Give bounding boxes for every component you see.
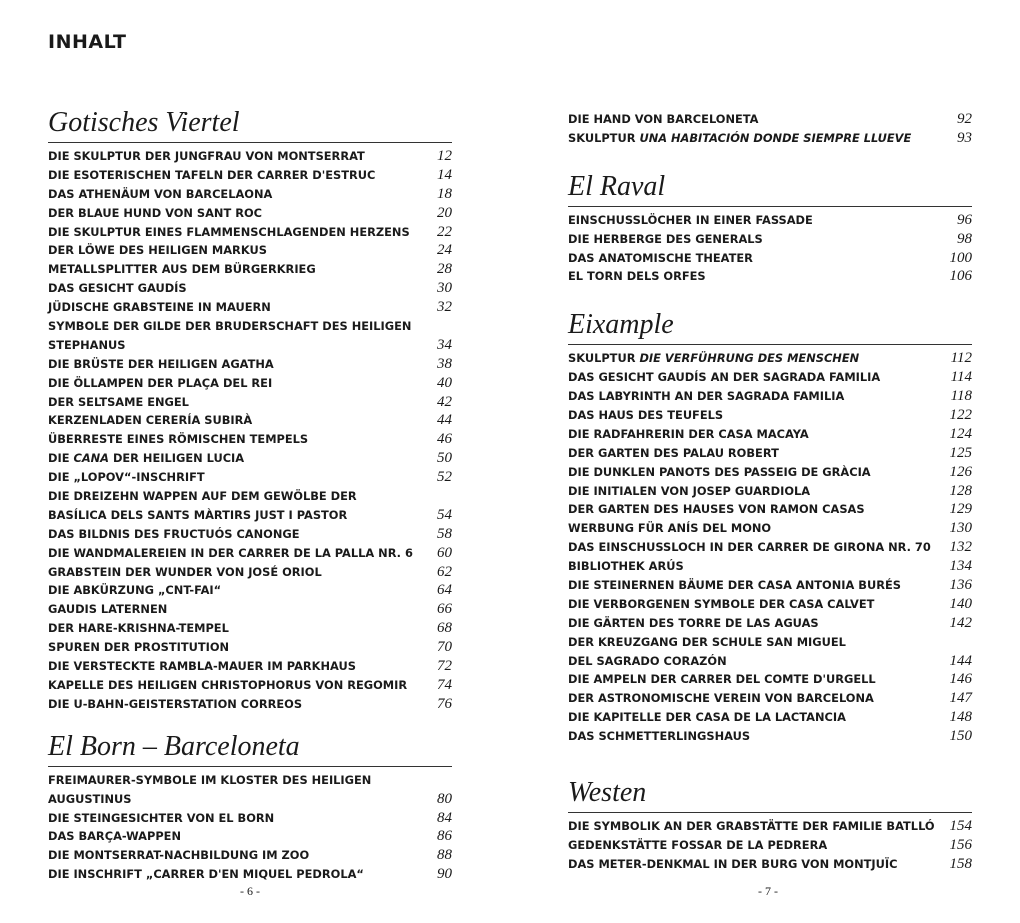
entry-title: STEPHANUS	[48, 337, 126, 352]
entry-page-number: 118	[950, 388, 972, 405]
entry-page-number: 124	[949, 425, 972, 442]
toc-entry	[48, 241, 452, 260]
toc-entry	[568, 519, 972, 538]
entry-title: SKULPTUR DIE VERFÜHRUNG DES MENSCHEN	[568, 351, 860, 366]
entry-page-number: 144	[949, 652, 972, 669]
toc-entry	[48, 279, 452, 298]
entry-page-number: 60	[437, 544, 452, 561]
toc-entry	[568, 652, 972, 671]
entry-title: DIE INSCHRIFT „CARRER D'EN MIQUEL PEDROLA“	[48, 867, 364, 882]
toc-entry	[48, 355, 452, 374]
entry-title: DAS EINSCHUSSLOCH IN DER CARRER DE GIRONA NR. 70	[568, 540, 931, 555]
toc-entry	[568, 249, 972, 268]
entry-page-number: 84	[437, 809, 452, 826]
entry-title: DAS GESICHT GAUDÍS AN DER SAGRADA FAMILIA	[568, 370, 881, 385]
toc-entry	[48, 846, 452, 865]
entry-title: DIE ESOTERISCHEN TAFELN DER CARRER D'ESTRUC	[48, 167, 376, 182]
toc-entry	[48, 676, 452, 695]
toc-entry	[568, 500, 972, 519]
entry-title: GEDENKSTÄTTE FOSSAR DE LA PEDRERA	[568, 837, 828, 852]
toc-entry	[568, 368, 972, 387]
entry-page-number: 130	[949, 520, 972, 537]
toc-entry	[48, 865, 452, 884]
entry-page-number: 74	[437, 676, 452, 693]
toc-section	[48, 106, 452, 714]
toc-entry	[48, 223, 452, 242]
toc-entry	[568, 463, 972, 482]
entry-page-number: 86	[437, 828, 452, 845]
entry-page-number: 12	[437, 148, 452, 164]
entry-page-number: 106	[949, 268, 972, 285]
toc-entry	[48, 600, 452, 619]
entry-title: DEL SAGRADO CORAZÓN	[568, 653, 727, 668]
toc-entry	[568, 633, 972, 652]
entry-title: DIE SYMBOLIK AN DER GRABSTÄTTE DER FAMILIE BATLLÓ	[568, 819, 935, 834]
entry-title: DER KREUZGANG DER SCHULE SAN MIGUEL	[568, 634, 846, 649]
entry-title: JÜDISCHE GRABSTEINE IN MAUERN	[48, 300, 271, 315]
entry-title: GAUDIS LATERNEN	[48, 602, 168, 617]
toc-entry	[48, 657, 452, 676]
entry-title: SPUREN DER PROSTITUTION	[48, 640, 230, 655]
entry-title: DAS ANATOMISCHE THEATER	[568, 250, 753, 265]
entry-title: GRABSTEIN DER WUNDER VON JOSÉ ORIOL	[48, 564, 322, 579]
toc-entry	[568, 836, 972, 855]
entry-page-number: 28	[437, 261, 452, 278]
toc-section	[568, 308, 972, 746]
entry-title: DIE SKULPTUR EINES FLAMMENSCHLAGENDEN HERZENS	[48, 224, 410, 239]
toc-entry	[568, 406, 972, 425]
entry-title: EINSCHUSSLÖCHER IN EINER FASSADE	[568, 212, 813, 227]
entry-title: DIE AMPELN DER CARRER DEL COMTE D'URGELL	[568, 672, 876, 687]
toc-entry	[48, 581, 452, 600]
entry-page-number: 20	[437, 204, 452, 221]
toc-entry	[48, 260, 452, 279]
toc-entry	[48, 468, 452, 487]
entry-page-number: 18	[437, 185, 452, 202]
toc-entry	[48, 544, 452, 563]
entry-title: ÜBERRESTE EINES RÖMISCHEN TEMPELS	[48, 432, 309, 447]
entry-page-number: 112	[950, 350, 972, 367]
entry-title: DAS BARÇA-WAPPEN	[48, 829, 181, 844]
entry-page-number: 14	[437, 166, 452, 183]
entry-title: DIE WANDMALEREIEN IN DER CARRER DE LA PALLA NR. 6	[48, 545, 413, 560]
toc-left-column	[48, 106, 452, 884]
entry-page-number: 42	[437, 393, 452, 410]
toc-entry	[48, 147, 452, 166]
entry-title: EL TORN DELS ORFES	[568, 269, 706, 284]
entry-title: METALLSPLITTER AUS DEM BÜRGERKRIEG	[48, 262, 316, 277]
toc-entry	[48, 317, 452, 336]
entry-page-number: 129	[949, 501, 972, 518]
entry-page-number: 92	[957, 111, 972, 127]
entry-page-number: 72	[437, 658, 452, 675]
entry-page-number: 136	[949, 577, 972, 594]
entry-page-number: 148	[949, 709, 972, 726]
entry-page-number: 90	[437, 866, 452, 883]
entry-title: KERZENLADEN CERERÍA SUBIRÀ	[48, 413, 253, 428]
entry-page-number: 122	[949, 407, 972, 424]
toc-section	[568, 776, 972, 874]
toc-section	[568, 170, 972, 287]
toc-entry	[48, 487, 452, 506]
entry-page-number: 40	[437, 374, 452, 391]
entry-title: BIBLIOTHEK ARÚS	[568, 559, 684, 574]
toc-entry	[568, 727, 972, 746]
entry-page-number: 30	[437, 280, 452, 297]
toc-entry	[48, 204, 452, 223]
entry-page-number: 32	[437, 299, 452, 316]
toc-entry	[568, 110, 972, 129]
entry-page-number: 93	[957, 129, 972, 146]
entry-title: DIE GÄRTEN DES TORRE DE LAS AGUAS	[568, 615, 819, 630]
toc-entry	[48, 411, 452, 430]
entry-page-number: 46	[437, 431, 452, 448]
toc-entry	[568, 538, 972, 557]
toc-entry	[48, 809, 452, 828]
entry-title: DIE RADFAHRERIN DER CASA MACAYA	[568, 426, 809, 441]
entry-title: DAS HAUS DES TEUFELS	[568, 408, 724, 423]
entry-title: DER SELTSAME ENGEL	[48, 394, 189, 409]
entry-page-number: 44	[437, 412, 452, 429]
entry-page-number: 64	[437, 582, 452, 599]
entry-page-number: 80	[437, 790, 452, 807]
entry-title: DER ASTRONOMISCHE VEREIN VON BARCELONA	[568, 691, 874, 706]
entry-title: KAPELLE DES HEILIGEN CHRISTOPHORUS VON REGOMIR	[48, 677, 408, 692]
entry-page-number: 24	[437, 242, 452, 259]
entry-page-number: 38	[437, 355, 452, 372]
entry-title: DER HARE-KRISHNA-TEMPEL	[48, 621, 229, 636]
entry-title: FREIMAURER-SYMBOLE IM KLOSTER DES HEILIGEN	[48, 772, 372, 787]
toc-entry	[568, 670, 972, 689]
toc-entry	[48, 374, 452, 393]
entry-title: DER BLAUE HUND VON SANT ROC	[48, 205, 263, 220]
entry-page-number: 98	[957, 230, 972, 247]
toc-entry	[48, 449, 452, 468]
section-title: Westen	[568, 776, 972, 813]
entry-title: DAS ATHENÄUM VON BARCELAONA	[48, 186, 273, 201]
toc-entry	[568, 444, 972, 463]
section-title: Gotisches Viertel	[48, 106, 452, 143]
entry-title: DIE INITIALEN VON JOSEP GUARDIOLA	[568, 483, 811, 498]
toc-entry	[568, 855, 972, 874]
entry-title: DER GARTEN DES PALAU ROBERT	[568, 445, 779, 460]
toc-entry	[48, 563, 452, 582]
entry-title: DIE ÖLLAMPEN DER PLAÇA DEL REI	[48, 375, 273, 390]
toc-entry	[568, 482, 972, 501]
entry-page-number: 154	[949, 818, 972, 835]
entry-page-number: 146	[949, 671, 972, 688]
entry-title: WERBUNG FÜR ANÍS DEL MONO	[568, 521, 772, 536]
toc-entry	[568, 817, 972, 836]
entry-title: DAS GESICHT GAUDÍS	[48, 281, 187, 296]
entry-page-number: 76	[437, 695, 452, 712]
entry-page-number: 52	[437, 469, 452, 486]
entry-title: DER GARTEN DES HAUSES VON RAMON CASAS	[568, 502, 865, 517]
toc-entry	[568, 230, 972, 249]
toc-entry	[48, 430, 452, 449]
entry-title: SYMBOLE DER GILDE DER BRUDERSCHAFT DES HEILIGEN	[48, 319, 412, 334]
toc-entry	[48, 336, 452, 355]
entry-page-number: 66	[437, 601, 452, 618]
toc-entry	[568, 595, 972, 614]
entry-page-number: 156	[949, 836, 972, 853]
toc-entry	[568, 614, 972, 633]
page-heading: INHALT	[48, 31, 127, 53]
toc-entry	[568, 387, 972, 406]
entry-page-number: 132	[949, 539, 972, 556]
toc-entry	[568, 576, 972, 595]
entry-page-number: 114	[950, 369, 972, 386]
entry-title: DIE CANA DER HEILIGEN LUCIA	[48, 451, 245, 466]
section-title: Eixample	[568, 308, 972, 345]
entry-title: DIE STEINERNEN BÄUME DER CASA ANTONIA BURÉS	[568, 578, 901, 593]
entry-title: BASÍLICA DELS SANTS MÀRTIRS JUST I PASTOR	[48, 507, 348, 522]
entry-page-number: 62	[437, 563, 452, 580]
entry-title: DIE U-BAHN-GEISTERSTATION CORREOS	[48, 696, 303, 711]
entry-page-number: 100	[949, 249, 972, 266]
entry-title: DAS METER-DENKMAL IN DER BURG VON MONTJUÏC	[568, 856, 898, 871]
entry-title: DIE STEINGESICHTER VON EL BORN	[48, 810, 275, 825]
toc-entry	[568, 689, 972, 708]
entry-page-number: 134	[949, 558, 972, 575]
section-title: El Raval	[568, 170, 972, 207]
entry-title: DIE „LOPOV“-INSCHRIFT	[48, 470, 205, 485]
entry-page-number: 88	[437, 847, 452, 864]
entry-page-number: 70	[437, 639, 452, 656]
entry-title: DIE VERSTECKTE RAMBLA-MAUER IM PARKHAUS	[48, 659, 356, 674]
entry-title: DAS SCHMETTERLINGSHAUS	[568, 729, 751, 744]
entry-page-number: 96	[957, 211, 972, 228]
toc-entry	[568, 708, 972, 727]
toc-entry	[48, 790, 452, 809]
entry-page-number: 140	[949, 595, 972, 612]
entry-page-number: 54	[437, 506, 452, 523]
toc-section	[48, 730, 452, 884]
toc-entry	[48, 393, 452, 412]
toc-entry	[568, 557, 972, 576]
entry-page-number: 125	[949, 444, 972, 461]
entry-page-number: 128	[949, 482, 972, 499]
toc-entry	[48, 185, 452, 204]
entry-title: DIE DREIZEHN WAPPEN AUF DEM GEWÖLBE DER	[48, 489, 357, 504]
toc-entry	[568, 425, 972, 444]
entry-title: DIE ABKÜRZUNG „CNT-FAI“	[48, 583, 222, 598]
entry-title: SKULPTUR UNA HABITACIÓN DONDE SIEMPRE LLUEVE	[568, 130, 912, 145]
toc-entry	[48, 827, 452, 846]
entry-page-number: 142	[949, 614, 972, 631]
entry-title: DAS BILDNIS DES FRUCTUÓS CANONGE	[48, 526, 300, 541]
entry-page-number: 58	[437, 525, 452, 542]
entry-page-number: 147	[949, 690, 972, 707]
entry-title: DAS LABYRINTH AN DER SAGRADA FAMILIA	[568, 389, 845, 404]
toc-entry	[568, 211, 972, 230]
entry-title: DIE MONTSERRAT-NACHBILDUNG IM ZOO	[48, 848, 310, 863]
entry-page-number: 68	[437, 620, 452, 637]
toc-entry	[48, 638, 452, 657]
page-number-right: - 7 -	[758, 884, 778, 898]
entry-title: DIE BRÜSTE DER HEILIGEN AGATHA	[48, 356, 274, 371]
toc-entry	[568, 349, 972, 368]
toc-entry	[48, 525, 452, 544]
entry-page-number: 22	[437, 223, 452, 240]
page-number-left: - 6 -	[240, 884, 260, 898]
entry-page-number: 158	[949, 855, 972, 872]
toc-entry	[568, 129, 972, 148]
toc-entry	[48, 771, 452, 790]
entry-page-number: 50	[437, 450, 452, 467]
toc-entry	[48, 619, 452, 638]
entry-title: DER LÖWE DES HEILIGEN MARKUS	[48, 243, 267, 258]
section-title: El Born – Barceloneta	[48, 730, 452, 767]
entry-page-number: 126	[949, 463, 972, 480]
toc-entry	[48, 166, 452, 185]
entry-page-number: 150	[949, 728, 972, 745]
entry-title: AUGUSTINUS	[48, 791, 132, 806]
entry-title: DIE DUNKLEN PANOTS DES PASSEIG DE GRÀCIA	[568, 464, 871, 479]
toc-right-column	[568, 110, 972, 874]
entry-title: DIE KAPITELLE DER CASA DE LA LACTANCIA	[568, 710, 846, 725]
entry-title: DIE VERBORGENEN SYMBOLE DER CASA CALVET	[568, 596, 875, 611]
entry-page-number: 34	[437, 336, 452, 353]
toc-entry	[48, 695, 452, 714]
toc-entry	[568, 267, 972, 286]
entry-title: DIE HERBERGE DES GENERALS	[568, 231, 763, 246]
toc-entry	[48, 298, 452, 317]
entry-title: DIE HAND VON BARCELONETA	[568, 112, 759, 126]
entry-title: DIE SKULPTUR DER JUNGFRAU VON MONTSERRAT	[48, 149, 365, 163]
toc-entry	[48, 506, 452, 525]
